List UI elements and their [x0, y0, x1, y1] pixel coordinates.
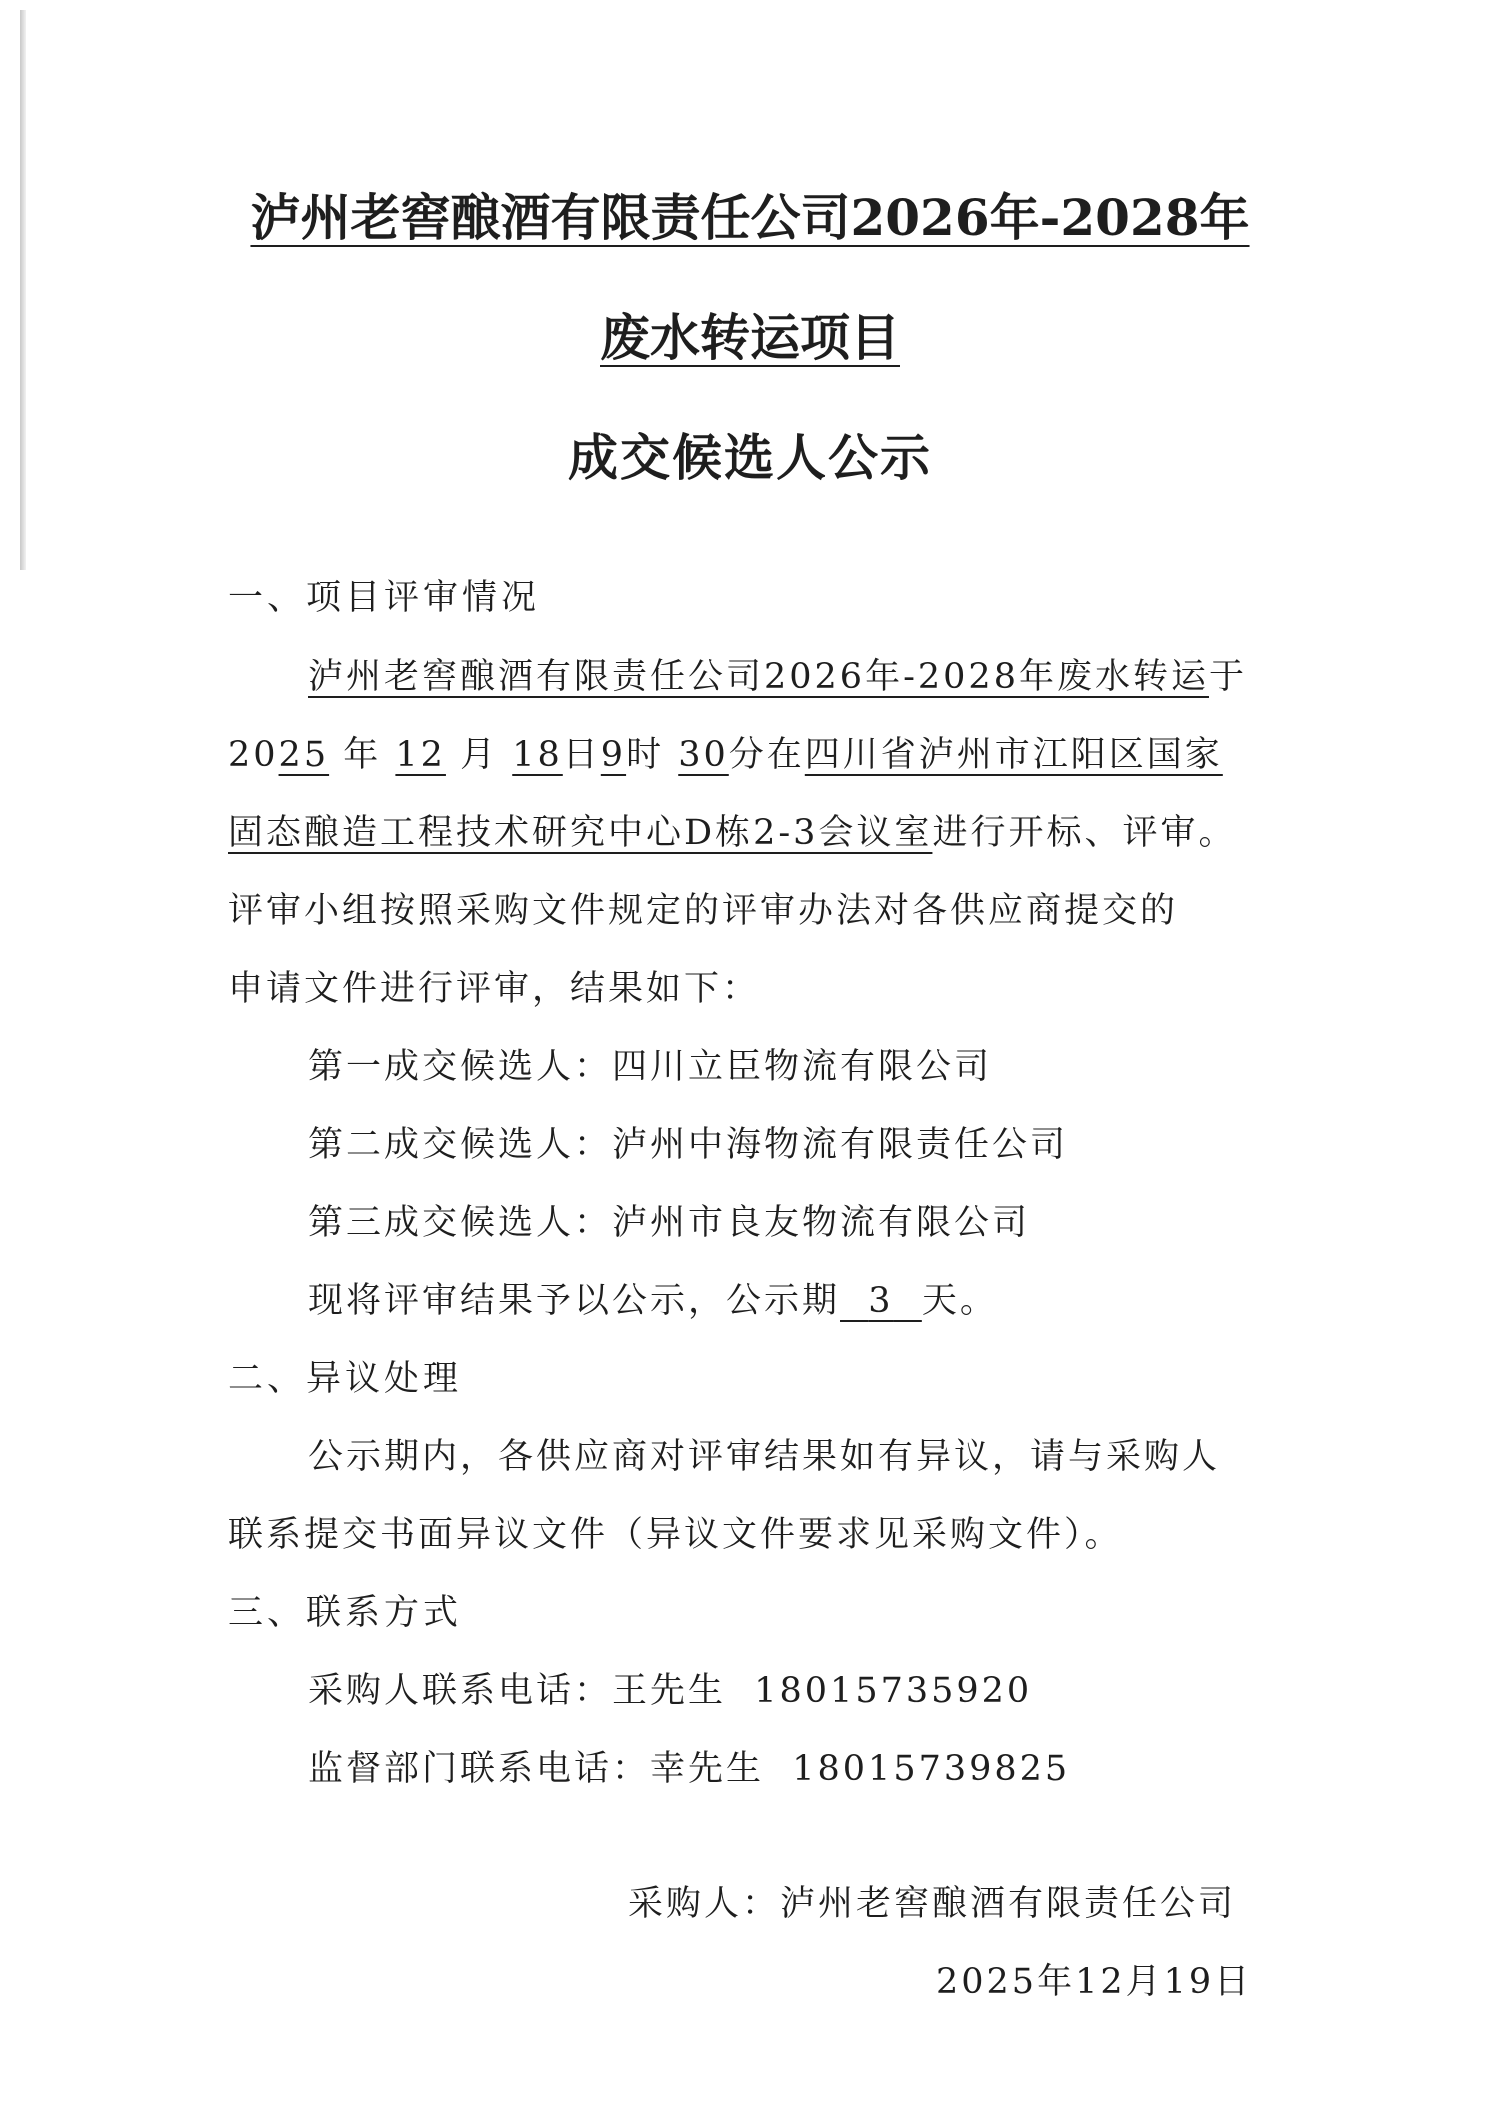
footer-date: 2025年12月19日	[936, 1962, 1253, 2002]
month-value: 12	[395, 735, 446, 775]
paragraph-line-1: 泸州老窖酿酒有限责任公司2026年-2028年废水转运于	[308, 657, 1247, 697]
contact-purchaser: 采购人联系电话：王先生 18015735920	[308, 1671, 1033, 1711]
footer-purchaser: 采购人：泸州老窖酿酒有限责任公司	[628, 1884, 1237, 1924]
paragraph-line-4: 评审小组按照采购文件规定的评审办法对各供应商提交的	[228, 891, 1179, 931]
hour-value: 9	[600, 735, 627, 775]
section3-heading: 三、联系方式	[228, 1593, 463, 1633]
title-line-2: 废水转运项目	[600, 308, 900, 367]
title-line-3: 成交候选人公示	[568, 428, 932, 487]
location-line-2: 固态酿造工程技术研究中心D栋2-3会议室	[228, 813, 933, 853]
paragraph-line-2: 2025 年 12 月 18日9时 30分在四川省泸州市江阳区国家	[228, 735, 1223, 775]
candidate-second: 第二成交候选人：泸州中海物流有限责任公司	[308, 1125, 1069, 1165]
paragraph-line-3: 固态酿造工程技术研究中心D栋2-3会议室进行开标、评审。	[228, 813, 1237, 853]
publicity-period: 现将评审结果予以公示，公示期 3 天。	[308, 1281, 998, 1321]
title-line-1: 泸州老窖酿酒有限责任公司2026年-2028年	[250, 188, 1250, 247]
section2-heading: 二、异议处理	[228, 1359, 463, 1399]
year-value: 25	[278, 735, 330, 775]
candidate-third: 第三成交候选人：泸州市良友物流有限公司	[308, 1203, 1031, 1243]
location-line-1: 四川省泸州市江阳区国家	[804, 735, 1223, 775]
contact-supervisor: 监督部门联系电话：幸先生 18015739825	[308, 1749, 1071, 1789]
project-name: 泸州老窖酿酒有限责任公司2026年-2028年废水转运	[308, 657, 1209, 697]
minute-value: 30	[678, 735, 729, 775]
day-value: 18	[512, 735, 563, 775]
publicity-days: 3	[868, 1281, 894, 1321]
section1-heading: 一、项目评审情况	[228, 578, 541, 618]
candidate-first: 第一成交候选人：四川立臣物流有限公司	[308, 1047, 993, 1087]
paragraph-line-5: 申请文件进行评审，结果如下：	[228, 969, 761, 1009]
objection-line-2: 联系提交书面异议文件（异议文件要求见采购文件）。	[228, 1515, 1123, 1555]
objection-line-1: 公示期内，各供应商对评审结果如有异议，请与采购人	[308, 1437, 1221, 1477]
